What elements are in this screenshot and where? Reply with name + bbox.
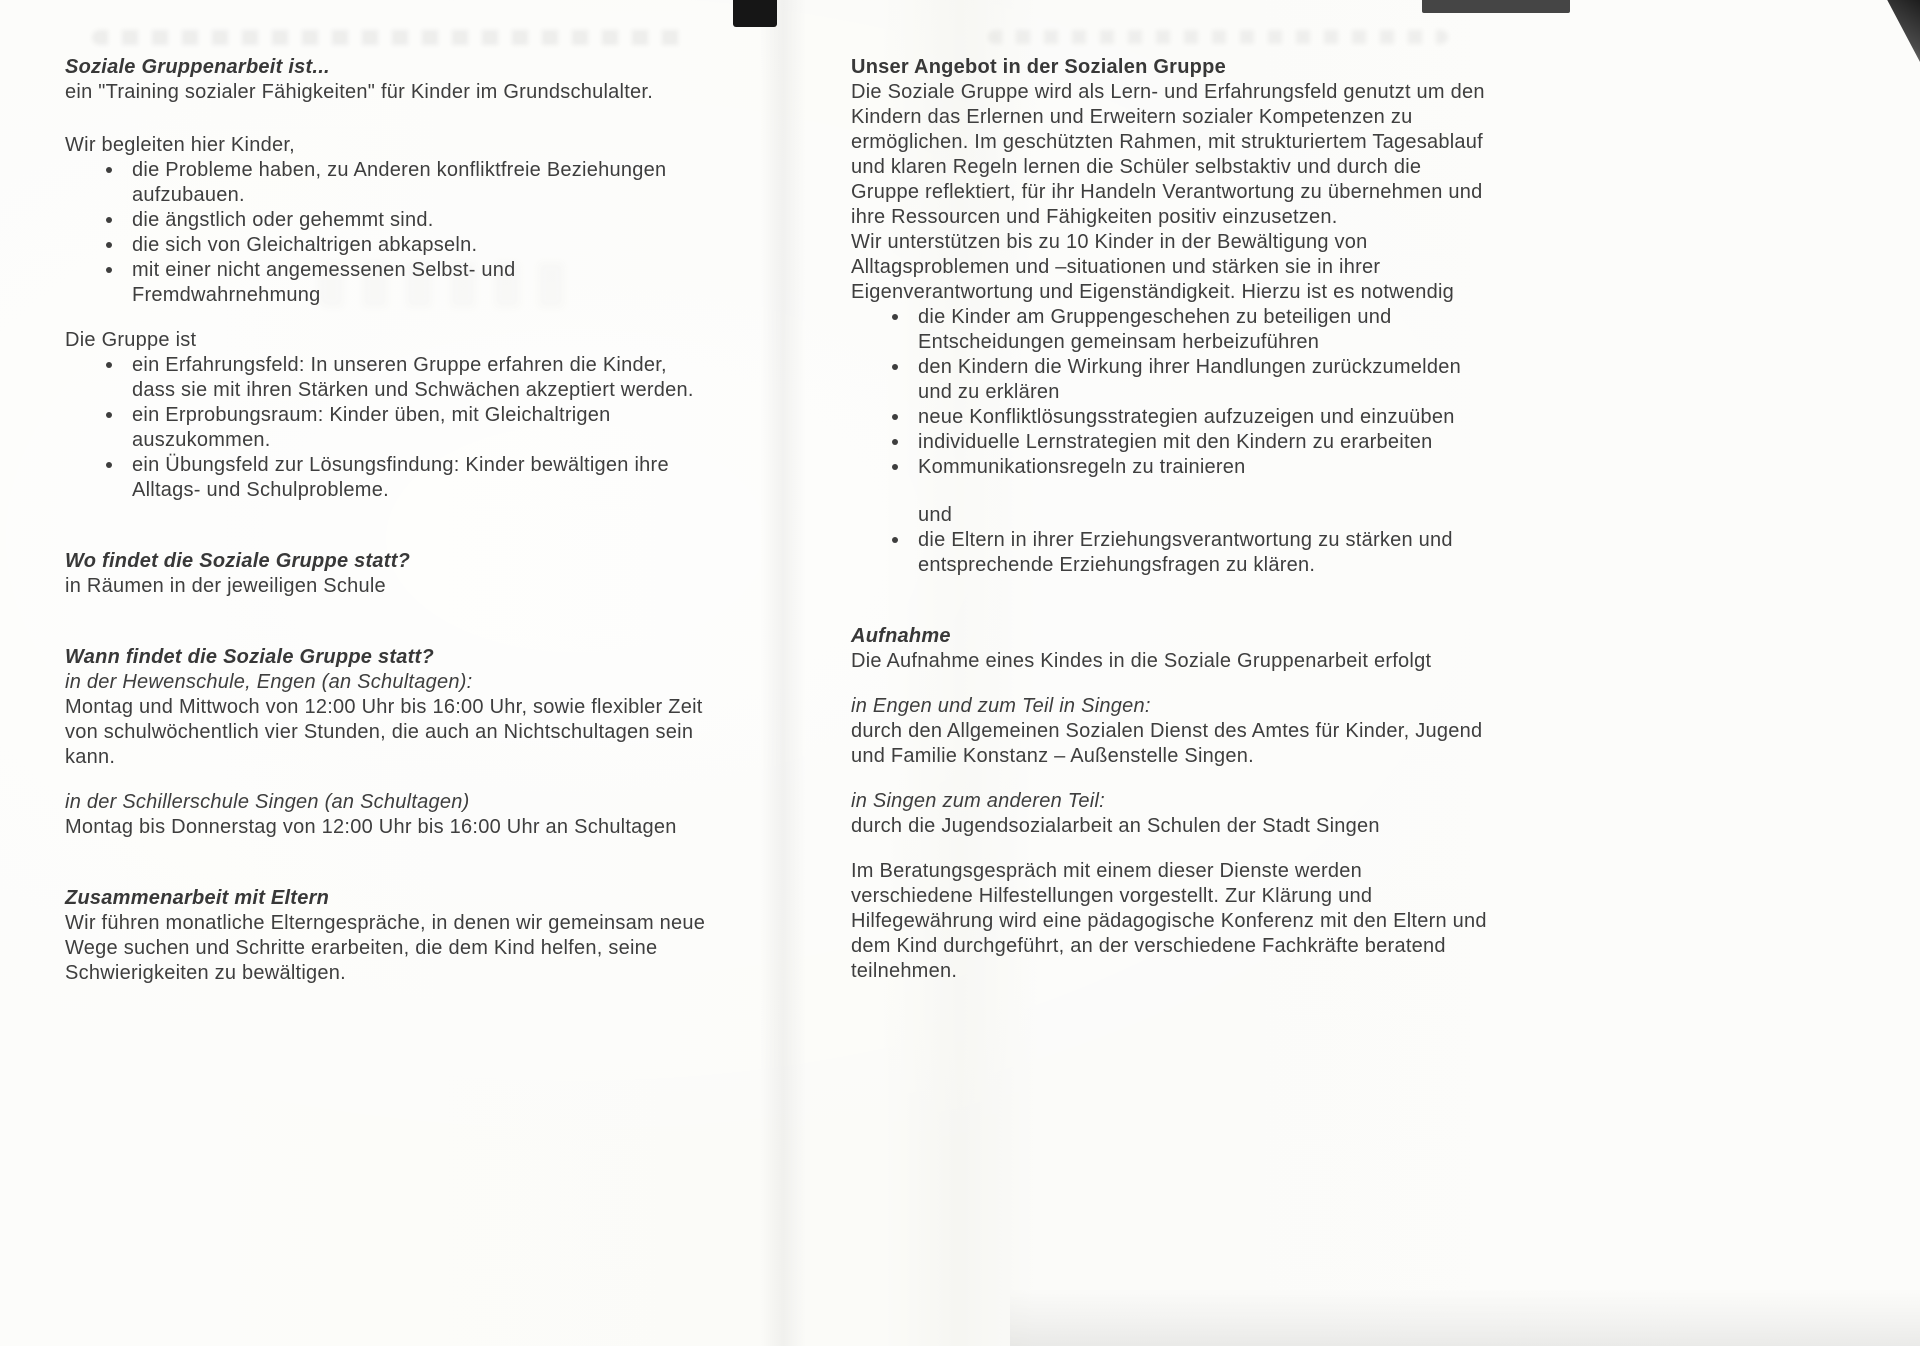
aufnahme-body: Die Aufnahme eines Kindes in die Soziale Gruppenarbeit erfolgt bbox=[851, 650, 1432, 672]
heading-wo-findet-statt: Wo findet die Soziale Gruppe statt? bbox=[65, 550, 411, 572]
right-page-column bbox=[851, 55, 1487, 984]
bullet-item: die Probleme haben, zu Anderen konfliktfreie Beziehungen aufzubauen. bbox=[65, 158, 709, 208]
bullet-list-angebot bbox=[851, 305, 1487, 480]
heading-unser-angebot: Unser Angebot in der Sozialen Gruppe bbox=[851, 56, 1226, 78]
page-edge-shadow bbox=[1010, 1288, 1920, 1346]
bullet-item: individuelle Lernstrategien mit den Kindern zu erarbeiten bbox=[851, 430, 1487, 455]
bullet-item: die sich von Gleichaltrigen abkapseln. bbox=[65, 233, 709, 258]
bullet-item: den Kindern die Wirkung ihrer Handlungen zurückzumelden und zu erklären bbox=[851, 355, 1487, 405]
hewenschule-times: Montag und Mittwoch von 12:00 Uhr bis 16:00 Uhr, sowie flexibler Zeit von schulwöchentlich vier Stunden, die auch an Nichtschultagen sein kann. bbox=[65, 696, 703, 768]
bullet-item: Kommunikationsregeln zu trainieren bbox=[851, 455, 1487, 480]
zusammenarbeit-body: Wir führen monatliche Elterngespräche, in denen wir gemeinsam neue Wege suchen und Schritte erarbeiten, die dem Kind helfen, seine Schwierigkeiten zu bewältigen. bbox=[65, 912, 706, 984]
heading-aufnahme: Aufnahme bbox=[851, 625, 951, 647]
heading-soziale-gruppenarbeit: Soziale Gruppenarbeit ist... bbox=[65, 56, 330, 78]
label-schillerschule-singen: in der Schillerschule Singen (an Schultagen) bbox=[65, 791, 470, 813]
bullet-item: ein Erprobungsraum: Kinder üben, mit Gleichaltrigen auszukommen. bbox=[65, 403, 709, 453]
heading-wann-findet-statt: Wann findet die Soziale Gruppe statt? bbox=[65, 646, 434, 668]
label-in-engen: in Engen und zum Teil in Singen: bbox=[851, 695, 1151, 717]
bullet-item: ein Übungsfeld zur Lösungsfindung: Kinder bewältigen ihre Alltags- und Schulprobleme. bbox=[65, 453, 709, 503]
label-hewenschule-engen: in der Hewenschule, Engen (an Schultagen): bbox=[65, 671, 473, 693]
beratungsgespraech-paragraph: Im Beratungsgespräch mit einem dieser Dienste werden verschiedene Hilfestellungen vorgestellt. Zur Klärung und Hilfegewährung wird eine pädagogische Konferenz mit den Eltern und dem Kind durchgeführt, an der verschiedene Fachkräfte beratend teilnehmen. bbox=[851, 860, 1487, 982]
bullet-item: ein Erfahrungsfeld: In unseren Gruppe erfahren die Kinder, dass sie mit ihren Stärken und Schwächen akzeptiert werden. bbox=[65, 353, 709, 403]
bullet-item: mit einer nicht angemessenen Selbst- und Fremdwahrnehmung bbox=[65, 258, 709, 308]
bullet-item: die ängstlich oder gehemmt sind. bbox=[65, 208, 709, 233]
in-singen-body: durch die Jugendsozialarbeit an Schulen der Stadt Singen bbox=[851, 815, 1380, 837]
in-engen-body: durch den Allgemeinen Sozialen Dienst des Amtes für Kinder, Jugend und Familie Konstanz – Außenstelle Singen. bbox=[851, 720, 1483, 767]
bullet-list-gruppe bbox=[65, 353, 709, 503]
left-page-column bbox=[65, 55, 709, 986]
scan-artifact-corner-mark bbox=[1878, 0, 1920, 62]
bleedthrough-smudge bbox=[988, 30, 1448, 44]
bullet-list-kinder bbox=[65, 158, 709, 308]
lead-wir-begleiten: Wir begleiten hier Kinder, bbox=[65, 134, 295, 156]
bullet-item: die Eltern in ihrer Erziehungsverantwortung zu stärken und entsprechende Erziehungsfragen zu klären. bbox=[851, 528, 1487, 578]
angebot-paragraph-2: Wir unterstützen bis zu 10 Kinder in der Bewältigung von Alltagsproblemen und –situationen und stärken sie in ihrer Eigenverantwortung und Eigenständigkeit. Hierzu ist es notwendig bbox=[851, 231, 1455, 303]
bullet-list-eltern bbox=[851, 528, 1487, 578]
scan-artifact-dark-strip bbox=[1422, 0, 1570, 13]
bleedthrough-smudge bbox=[92, 30, 692, 45]
angebot-paragraph-1: Die Soziale Gruppe wird als Lern- und Erfahrungsfeld genutzt um den Kindern das Erlernen und Erweitern sozialer Kompetenzen zu ermöglichen. Im geschützten Rahmen, mit strukturiertem Tagesablauf und klaren Regeln lernen die Schüler selbstaktiv und durch die Gruppe reflektiert, für ihr Handeln Verantwortung zu übernehmen und ihre Ressourcen und Fähigkeiten positiv einzusetzen. bbox=[851, 81, 1485, 228]
label-in-singen: in Singen zum anderen Teil: bbox=[851, 790, 1105, 812]
bullet-item: neue Konfliktlösungsstrategien aufzuzeigen und einzuüben bbox=[851, 405, 1487, 430]
intro-text: ein "Training sozialer Fähigkeiten" für Kinder im Grundschulalter. bbox=[65, 81, 654, 103]
lead-die-gruppe-ist: Die Gruppe ist bbox=[65, 329, 197, 351]
wo-findet-body: in Räumen in der jeweiligen Schule bbox=[65, 575, 386, 597]
schillerschule-times: Montag bis Donnerstag von 12:00 Uhr bis 16:00 Uhr an Schultagen bbox=[65, 816, 677, 838]
connector-und: und bbox=[918, 504, 953, 526]
bullet-item: die Kinder am Gruppengeschehen zu beteiligen und Entscheidungen gemeinsam herbeizuführen bbox=[851, 305, 1487, 355]
heading-zusammenarbeit-eltern: Zusammenarbeit mit Eltern bbox=[65, 887, 330, 909]
page-fold-shadow bbox=[760, 0, 806, 1346]
